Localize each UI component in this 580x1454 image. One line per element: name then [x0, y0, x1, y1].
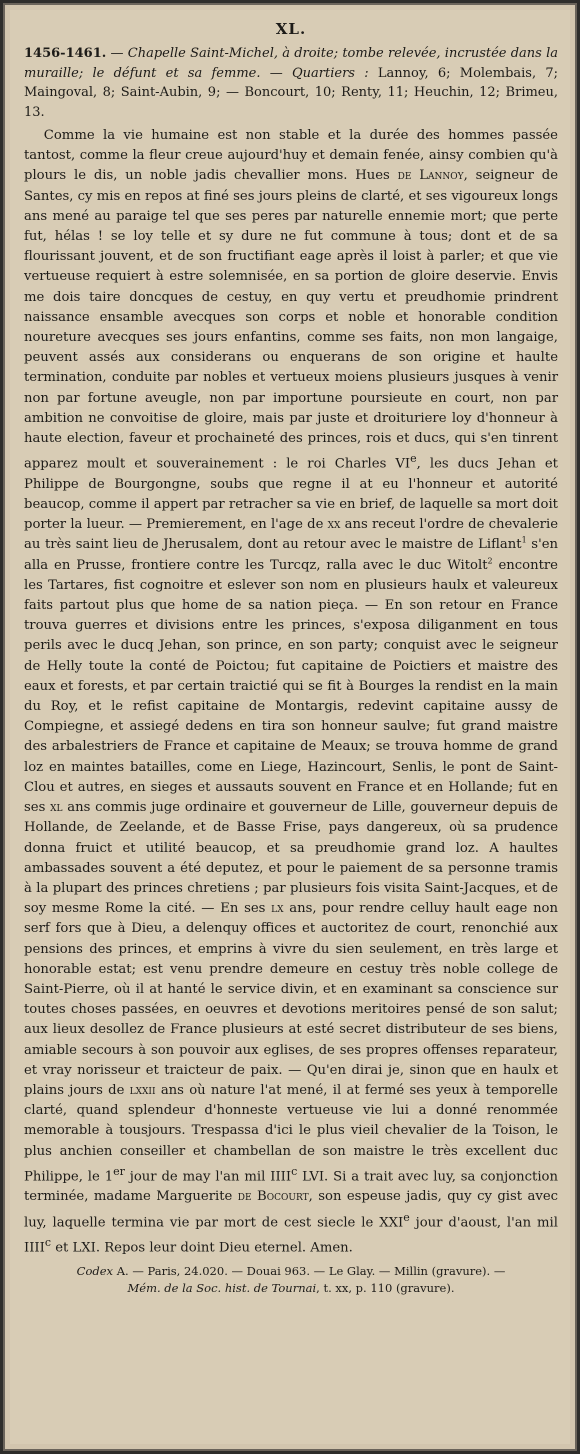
sources-codex: Codex [76, 1263, 114, 1278]
entry-heading [24, 44, 558, 122]
superscript: e [403, 1210, 410, 1224]
sources-memoire: Mém. de la Soc. hist. de Tournai [127, 1280, 317, 1295]
text-run: s'en alla en Prusse, frontiere contre les Turcqz, ralla avec le duc Witolt [24, 537, 558, 573]
small-caps-run: xx [327, 517, 341, 533]
page-frame [3, 3, 577, 1451]
text-run: ans receut l'ordre de chevalerie au très saint lieu de Jherusalem, dont au retour avec le maistre de Liflant [24, 517, 558, 553]
text-run: encontre les Tartares, fist cognoitre et eslever son nom en plusieurs haulx et valeureux faits partout plus que home de sa nation pieça. — En son retour en France trouva guerres et divisions entre les princes, s'exposa diliganment en tous perils avec le ducq Jehan, son prince, en son party; conquist avec le seigneur de Helly toute la conté de Poictou; fut capitaine de Poictiers et maistre des eaux et forests, et par certain traictié qui se fit à Bourges la rendist en la main du Roy, et le refist capitaine de Montargis, redevint capitaine aussy de Compiegne, et assiegé dedens en tira son honneur saulve; fut grand maistre des arbalestriers de France et capitaine de Meaux; se trouva homme de grand loz en maintes batailles, come en Liege, Hazincourt, Senlis, le pont de Saint-Clou et autres, en sieges et aussauts souvent en France et en Hollande; fut en ses [24, 557, 558, 816]
document-page [10, 10, 570, 1444]
superscript: c [44, 1236, 52, 1250]
heading-sep: — [106, 46, 128, 61]
superscript: er [113, 1164, 125, 1178]
heading-sep: — [260, 65, 293, 81]
small-caps-run: de [237, 1189, 252, 1205]
text-run: ans, pour rendre celluy hault eage non serf fors que à Dieu, a delenquy offices et auctoritez de court, renonchié aux pensions des princes, et emprins à vivre du sien seulement, en très large et honorable estat; est venu prendre demeure en cestuy très noble college de Saint-Pierre, où il at hanté le service divin, et en examinant sa conscience sur toutes choses passées, en oeuvres et devotions meritoires pensé de son salut; aux lieux desollez de France plusieurs at esté secret distributeur de ses biens, amiable secours à son pouvoir aux eglises, de ses propres offenses reparateur, et vray norisseur et traicteur de paix. — Qu'en dirai je, sinon que en haulx et plains jours de [24, 901, 558, 1098]
sources-line-1: A. — Paris, 24.020. — Douai 963. — Le Glay. — Millin (gravure). — [113, 1263, 506, 1278]
text-run: jour de may l'an mil IIII [124, 1169, 292, 1185]
text-run: , son espeuse jadis, quy cy gist avec luy, laquelle termina vie par mort de cest siecle le XXI [24, 1189, 559, 1230]
footnote-marker[interactable]: 1 [521, 536, 527, 546]
heading-location: Chapelle Saint-Michel, à droite; tombe relevée, incrustée dans la muraille; le défunt et sa femme. [24, 46, 558, 81]
sources-line-2: , t. xx, p. 110 (gravure). [316, 1280, 455, 1295]
text-run: , les ducs Jehan et Philippe de Bourgongne, soubs que regne il at eu l'honneur et autorité beaucop, comme il appert par retracher sa vie en brief, de laquelle sa mort doit porter la lueur. — Premierement, en l'age de [24, 456, 558, 533]
entry-number: XL. [275, 20, 307, 38]
superscript: c [291, 1164, 298, 1178]
text-run: LVI. Si a trait avec luy, sa conjonction terminée, madame Marguerite [24, 1169, 558, 1205]
text-run: et LXI. Repos leur doint Dieu eternel. Amen. [51, 1240, 353, 1256]
small-caps-run: lxxii [129, 1082, 156, 1098]
heading-quarters: Lannoy, 6; Molembais, 7; Maingoval, 8; Saint-Aubin, 9; — Boncourt, 10; Renty, 11; Heuchin, 12; Brimeu, 13. [24, 65, 559, 120]
superscript: e [410, 452, 417, 466]
small-caps-run: de [397, 168, 412, 184]
text-run: ans où nature l'at mené, il at fermé ses yeux à temporelle clarté, quand splendeur d'honneste vertueuse vie lui a donné renommée memorable à tousjours. Trespassa d'ici le plus vieil chevalier de la Toison, le plus anchien conseiller et chambellan de son maistre le très excellent duc Philippe, le [24, 1082, 558, 1185]
footnote-marker[interactable]: 2 [487, 556, 493, 566]
sources-note [24, 1263, 558, 1297]
heading-dates: 1456-1461. [24, 46, 107, 61]
small-caps-run: Bocourt [251, 1189, 309, 1205]
small-caps-run: Lannoy [411, 168, 464, 184]
text-run: jour d'aoust, l'an mil IIII [24, 1214, 558, 1256]
epitaph-text [24, 126, 558, 1259]
text-run: ans commis juge ordinaire et gouverneur de Lille, gouverneur depuis de Hollande, de Zeelande, et de Basse Frise, pays dangereux, où sa prudence donna fruict et utilité beaucop, et sa preudhomie grand loz. A haultes ambassades souvent a été deputez, et pour le paiement de sa personne tramis à la plupart des princes chretiens ; par plusieurs fois visita Saint-Jacques, et de soy mesme Rome la cité. — En ses [24, 800, 558, 917]
text-run: 1 [104, 1169, 114, 1185]
text-run: , seigneur de Santes, cy mis en repos at finé ses jours pleins de clarté, et ses vigoureux longs ans mené au paraige tel que ses peres par naturelle ennemie mort; que perte fut, hélas ! se loy telle et sy dure ne fut commune à tous; dont et de sa flourissant jouvent, et de son fructifiant eage après il loist à parler; et que vie vertueuse requiert à estre solemnisée, en sa portion de gloire deservie. Envis me dois taire doncques de cestuy, en quy vertu et preudhomie prindrent naissance ensamble avecques son corps et noble et honorable condition noureture avecques ses jours enfantins, comme ses faits, non mon langaige, peuvent assés aux considerans ou enquerans de son origine et haulte termination, conduite par nobles et vertueux moiens plusieurs jusques à venir non par fortune aveugle, non par importune poursieute en court, non par ambition ne convoitise de gloire, mais par juste et droituriere loy d'honneur à haute election, faveur et prochaineté des princes, rois et ducs, qui s'en tinrent apparez moult et souverainement : le roi Charles VI [24, 168, 558, 472]
text-run: Comme la vie humaine est non stable et la durée des hommes passée tantost, comme la fleur creue aujourd'huy et demain fenée, ainsy combien qu'à plours le dis, un noble jadis chevallier mons. Hues [24, 128, 558, 184]
small-caps-run: lx [271, 901, 284, 917]
heading-quarters-label: Quartiers : [292, 65, 369, 81]
small-caps-run: xl [50, 800, 63, 816]
